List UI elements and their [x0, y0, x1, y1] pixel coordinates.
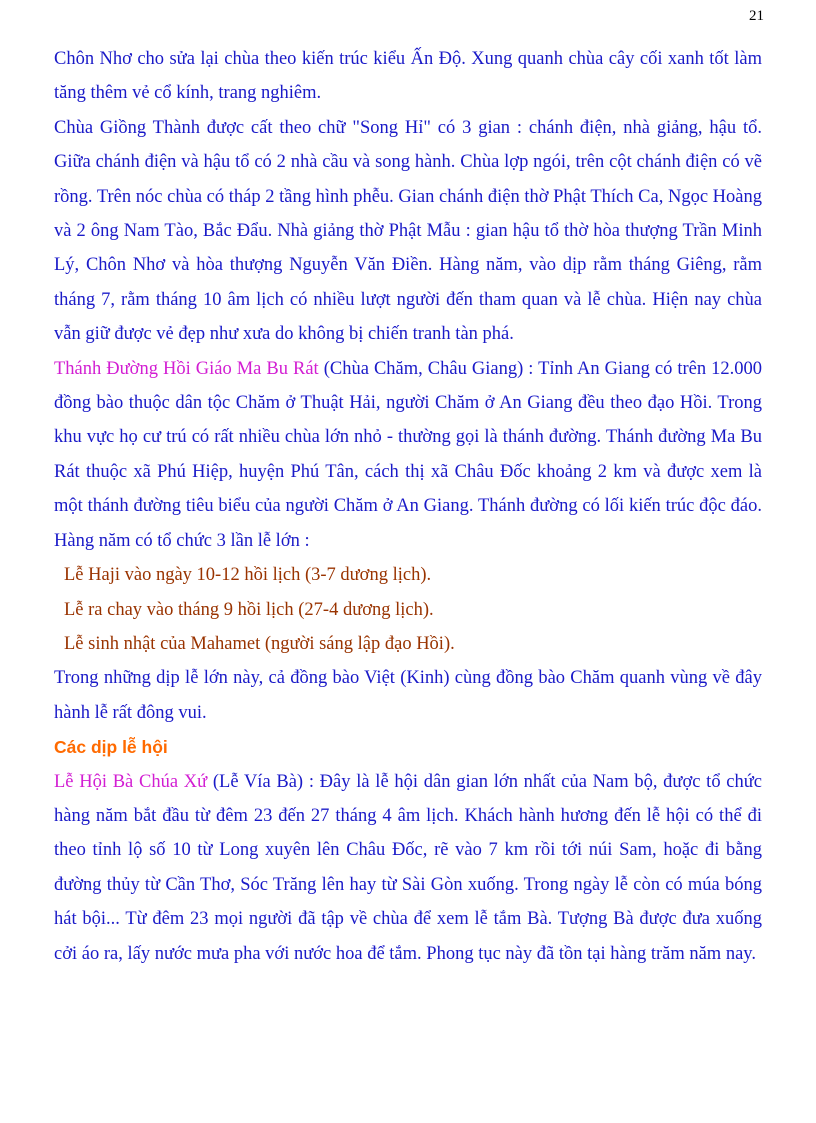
ba-chua-xu-title: Lễ Hội Bà Chúa Xứ	[54, 771, 208, 792]
paragraph-ma-bu-rat-mosque	[54, 352, 762, 558]
list-item: Lễ sinh nhật của Mahamet (người sáng lập đạo Hồi).	[64, 633, 455, 654]
ma-bu-rat-body: (Chùa Chăm, Châu Giang) : Tỉnh An Giang có trên 12.000 đồng bào thuộc dân tộc Chăm ở Thuật Hải, người Chăm ở An Giang đều theo đạo Hồi. Trong khu vực họ cư trú có rất nhiều chùa lớn nhỏ - thường gọi là thánh đường. Thánh đường Ma Bu Rát thuộc xã Phú Hiệp, huyện Phú Tân, cách thị xã Châu Đốc khoảng 2 km và được xem là một thánh đường tiêu biểu của người Chăm ở An Giang. Thánh đường có lối kiến trúc độc đáo. Hàng năm có tổ chức 3 lần lễ lớn :	[54, 358, 762, 551]
ma-bu-rat-title: Thánh Đường Hồi Giáo Ma Bu Rát	[54, 358, 319, 379]
paragraph-festival-participation: Trong những dịp lễ lớn này, cả đồng bào Việt (Kinh) cùng đồng bào Chăm quanh vùng về đây hành lễ rất đông vui.	[54, 668, 762, 723]
page-content	[54, 42, 762, 971]
list-item: Lễ ra chay vào tháng 9 hồi lịch (27-4 dương lịch).	[64, 599, 434, 620]
festival-list	[54, 558, 762, 661]
paragraph-giong-thanh-pagoda: Chùa Giồng Thành được cất theo chữ "Song Hỉ" có 3 gian : chánh điện, nhà giảng, hậu tổ. Giữa chánh điện và hậu tổ có 2 nhà cầu và song hành. Chùa lợp ngói, trên cột chánh điện có vẽ rồng. Trên nóc chùa có tháp 2 tầng hình phễu. Gian chánh điện thờ Phật Thích Ca, Ngọc Hoàng và 2 ông Nam Tào, Bắc Đẩu. Nhà giảng thờ Phật Mẫu : gian hậu tổ thờ hòa thượng Trần Minh Lý, Chôn Nhơ và hòa thượng Nguyễn Văn Điền. Hàng năm, vào dịp rằm tháng Giêng, rằm tháng 7, rằm tháng 10 âm lịch có nhiều lượt người đến tham quan và lễ chùa. Hiện nay chùa vẫn giữ được vẻ đẹp như xưa do không bị chiến tranh tàn phá.	[54, 117, 762, 345]
page-number: 21	[749, 8, 764, 24]
paragraph-ba-chua-xu-festival	[54, 765, 762, 971]
list-item: Lễ Haji vào ngày 10-12 hồi lịch (3-7 dương lịch).	[64, 565, 432, 586]
section-heading-festivals: Các dịp lễ hội	[54, 737, 168, 758]
ba-chua-xu-body: (Lễ Vía Bà) : Đây là lễ hội dân gian lớn nhất của Nam bộ, được tổ chức hàng năm bắt đầu từ đêm 23 đến 27 tháng 4 âm lịch. Khách hành hương đến lễ hội có thể đi theo tỉnh lộ số 10 từ Long xuyên lên Châu Đốc, rẽ vào 7 km rồi tới núi Sam, hoặc đi bằng đường thủy từ Cần Thơ, Sóc Trăng lên hay từ Sài Gòn xuống. Trong ngày lễ còn có múa bóng hát bội... Từ đêm 23 mọi người đã tập về chùa để xem lễ tắm Bà. Tượng Bà được đưa xuống cởi áo ra, lấy nước mưa pha với nước hoa để tắm. Phong tục này đã tồn tại hàng trăm năm nay.	[54, 771, 762, 964]
paragraph-chon-nho: Chôn Nhơ cho sửa lại chùa theo kiến trúc kiểu Ấn Độ. Xung quanh chùa cây cối xanh tốt làm tăng thêm vẻ cổ kính, trang nghiêm.	[54, 49, 762, 104]
